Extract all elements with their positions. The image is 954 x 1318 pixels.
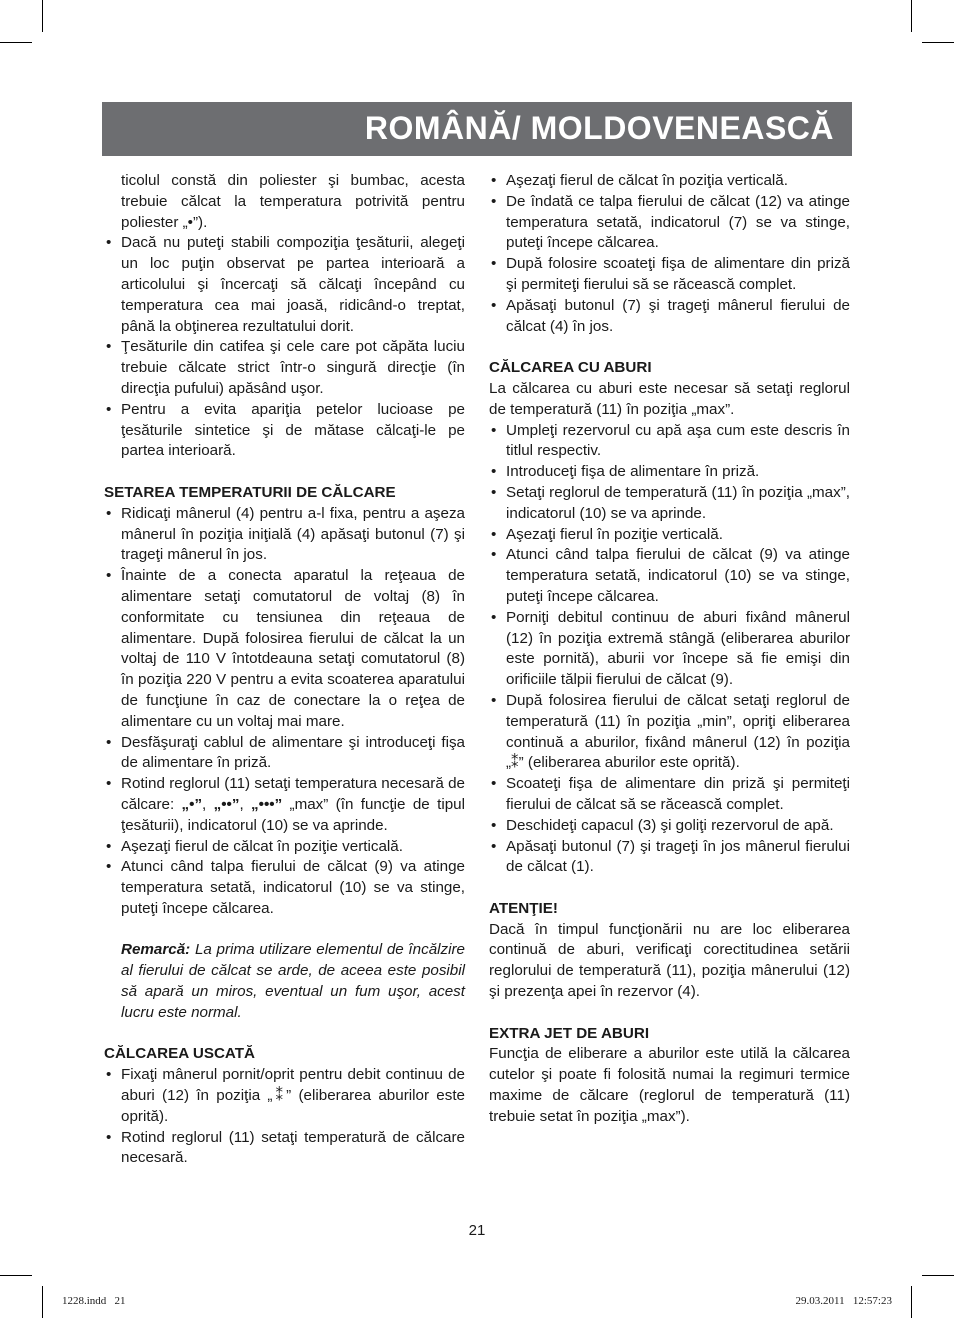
list-item: • Ridicaţi mânerul (4) pentru a-l fixa, pentru a aşeza mânerul în poziţia iniţială (4) apăsaţi butonul (7) şi trageţi mânerul în jos. — [104, 504, 465, 566]
section-heading: CĂLCAREA CU ABURI — [489, 359, 652, 377]
list-item: • Pentru a evita apariţia petelor lucioase pe ţesăturile sintetice şi de mătase călcaţi-le pe partea interioară. — [104, 400, 465, 462]
paragraph: Funcţia de eliberare a aburilor este utilă la călcarea cutelor şi poate fi folosită numai la regimuri termice maxime de călcare (reglorul de temperatură (11) trebuie setat în poziţia „max”). — [489, 1045, 850, 1125]
temp-dot-2: „••” — [213, 795, 240, 813]
remark-label: Remarcă: — [121, 941, 191, 959]
list-item: • Aşezaţi fierul de călcat în poziţia verticală. — [489, 171, 850, 192]
list-item: • Fixaţi mânerul pornit/oprit pentru debit continuu de aburi (12) în poziţia „⁑” (eliberarea aburilor este oprită). — [104, 1065, 465, 1127]
temp-dot-3: „•••” — [251, 795, 283, 813]
tips-list — [104, 233, 465, 462]
list-item: • Desfăşuraţi cablul de alimentare şi introduceţi fişa de alimentare în priză. — [104, 733, 465, 775]
spacer — [489, 1003, 850, 1024]
temperature-list — [104, 504, 465, 920]
section-heading: ATENŢIE! — [489, 899, 558, 917]
spacer — [104, 920, 465, 941]
list-item: • Atunci când talpa fierului de călcat (9) va atinge temperatura setată, indicatorul (10) se va stinge, puteţi începe călcarea. — [104, 857, 465, 919]
spacer — [489, 337, 850, 358]
dry-ironing-list — [104, 1065, 465, 1169]
remark — [104, 940, 465, 1023]
list-item: • După folosire scoateţi fişa de alimentare din priză şi permiteţi fierului să se răcească complet. — [489, 254, 850, 296]
crop-mark — [922, 1275, 954, 1276]
remark-text: La prima utilizare elementul de încălzire al fierului de călcat se arde, de aceea este posibil să apară un miros, eventual un fum uşor, acest lucru este normal. — [121, 941, 465, 1021]
list-item: • Setaţi reglorul de temperatură (11) în poziţia „max”, indicatorul (10) se va aprinde. — [489, 483, 850, 525]
crop-mark — [0, 42, 32, 43]
list-item: • Introduceţi fişa de alimentare în priză. — [489, 462, 850, 483]
list-item: • Rotind reglorul (11) setaţi temperatură de călcare necesară. — [104, 1128, 465, 1170]
crop-mark — [42, 1286, 43, 1318]
list-item: • Ţesăturile din catifea şi cele care pot căpăta luciu trebuie călcate strict într-o singură direcţie (în direcţia pufului) apăsând uşor. — [104, 337, 465, 399]
footer-timestamp: 29.03.2011 12:57:23 — [795, 1295, 892, 1307]
item-text: Rotind reglorul (11) setaţi temperatura necesară de călcare: — [121, 775, 465, 813]
list-item: • Deschideţi capacul (3) şi goliţi rezervorul de apă. — [489, 816, 850, 837]
header-bar — [102, 102, 852, 156]
list-item: • Porniţi debitul continuu de aburi fixând mânerul (12) în poziţia extremă stângă (eliberarea aburilor este pornită), aburii vor începe să fie emişi din orificiile tălpii fierului de călcat (9). — [489, 608, 850, 691]
steam-ironing-list — [489, 421, 850, 879]
crop-mark — [922, 42, 954, 43]
spacer — [104, 462, 465, 483]
section-heading: SETAREA TEMPERATURII DE CĂLCARE — [104, 483, 396, 501]
paragraph: La călcarea cu aburi este necesar să setaţi reglorul de temperatură (11) în poziţia „max”. — [489, 379, 850, 418]
list-item: • De îndată ce talpa fierului de călcat (12) va atinge temperatura setată, indicatorul (7) se va stinge, puteţi începe călcarea. — [489, 192, 850, 254]
list-item: • Apăsaţi butonul (7) şi trageţi în jos mânerul fierului de călcat (1). — [489, 837, 850, 879]
spacer — [104, 1024, 465, 1045]
list-item: • Dacă nu puteţi stabili compoziţia ţesăturii, alegeţi un loc puţin observat pe partea interioară a articolului şi încercaţi să călcaţi începând cu temperatura cea mai joasă, ridicând-o treptat, până la obţinerea rezultatului dorit. — [104, 233, 465, 337]
section-heading: EXTRA JET DE ABURI — [489, 1024, 650, 1042]
page-number: 21 — [468, 1222, 486, 1239]
crop-mark — [911, 1286, 912, 1318]
item-text: „max” (în funcţie de tipul ţesăturii), indicatorul (10) se va aprinde. — [121, 795, 465, 834]
temp-dot-1: „•” — [181, 795, 203, 813]
section-heading: CĂLCAREA USCATĂ — [104, 1045, 256, 1063]
paragraph-continued: ticolul constă din poliester şi bumbac, acesta trebuie călcat la temperatura potrivită pentru poliester „•”). — [121, 172, 465, 231]
separator: , — [202, 795, 214, 813]
crop-mark — [0, 1275, 32, 1276]
page-title: ROMÂNĂ/ MOLDOVENEASCĂ — [364, 110, 834, 146]
spacer — [489, 878, 850, 899]
list-item: • După folosirea fierului de călcat setaţi reglorul de temperatură (11) în poziţia „min”, opriţi eliberarea continuă a aburilor, fixând mânerul (12) în poziţia „⁑” (eliberarea aburilor este oprită). — [489, 691, 850, 774]
list-item: • Scoateţi fişa de alimentare din priză şi permiteţi fierului de călcat să se răcească complet. — [489, 774, 850, 816]
list-item: • Apăsaţi butonul (7) şi trageţi mânerul fierului de călcat (4) în jos. — [489, 296, 850, 338]
left-column — [104, 171, 465, 1169]
list-item: • Aşezaţi fierul de călcat în poziţie verticală. — [104, 837, 465, 858]
footer-file: 1228.indd 21 — [62, 1295, 126, 1307]
crop-mark — [42, 0, 43, 32]
list-item: • Înainte de a conecta aparatul la reţeaua de alimentare setaţi comutatorul de voltaj (8) în conformitate cu tensiunea din reţeaua de alimentare. După folosirea fierului de călcat la un voltaj de 110 V întotdeauna setaţi comutatorul (8) în poziţia 220 V pentru a evita scoaterea aparatului de funcţiune în caz de conectare la o reţea de alimentare cu un voltaj mai mare. — [104, 566, 465, 732]
list-item: • Atunci când talpa fierului de călcat (9) va atinge temperatura setată, indicatorul (10) se va stinge, puteţi începe călcarea. — [489, 545, 850, 607]
crop-mark — [911, 0, 912, 32]
dry-ironing-list-continued — [489, 171, 850, 337]
right-column — [489, 171, 850, 1128]
separator: , — [239, 795, 252, 813]
list-item — [104, 774, 465, 836]
paragraph: Dacă în timpul funcţionării nu are loc eliberarea continuă de aburi, verificaţi corectitudinea setării reglorului de temperatură (11), poziţia mânerului (12) şi prezenţa apei în rezervor (4). — [489, 920, 850, 1001]
list-item: • Umpleţi rezervorul cu apă aşa cum este descris în titlul respectiv. — [489, 421, 850, 463]
list-item: • Aşezaţi fierul în poziţie verticală. — [489, 525, 850, 546]
